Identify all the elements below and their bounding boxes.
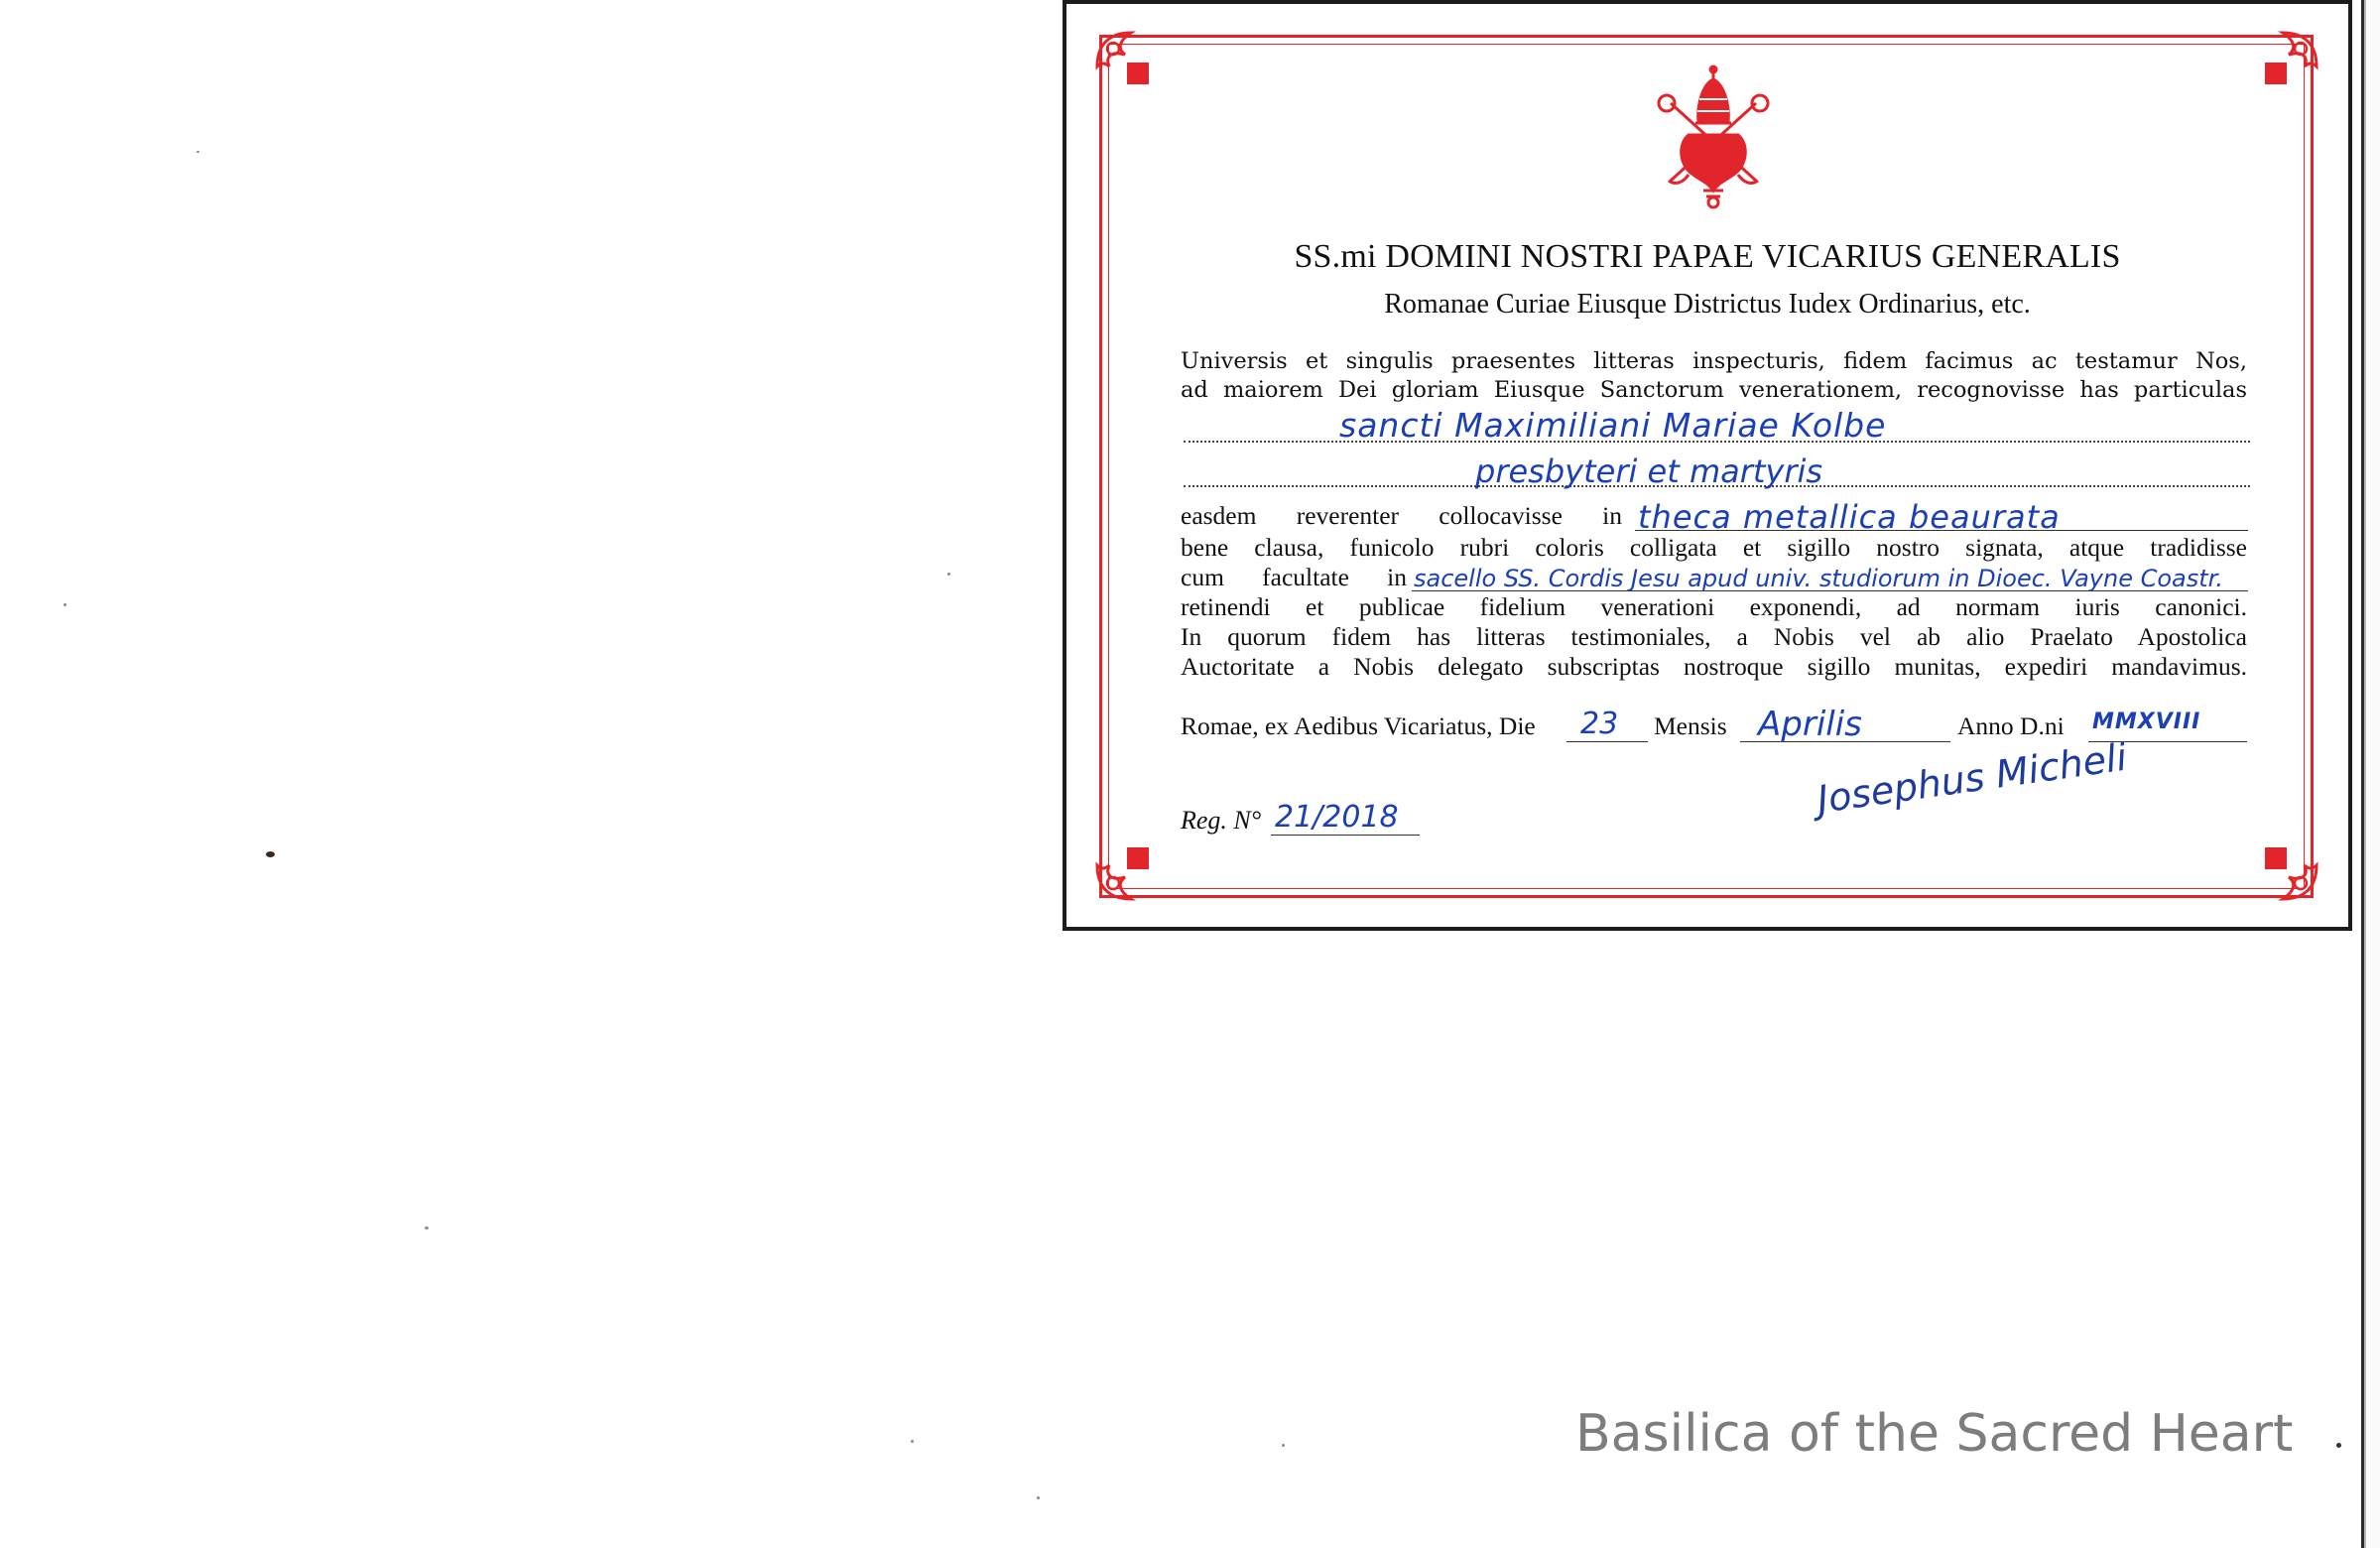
edge-shadow xyxy=(2364,0,2366,1548)
scan-speck xyxy=(1037,1496,1040,1499)
date-day-handwritten: 23 xyxy=(1580,707,1619,741)
corner-ornament-icon xyxy=(2237,820,2322,905)
reg-number-handwritten: 21/2018 xyxy=(1275,800,1399,835)
date-prefix: Romae, ex Aedibus Vicariatus, Die xyxy=(1181,711,1536,740)
caption-dot xyxy=(2336,1443,2341,1448)
reg-line xyxy=(1271,835,1420,836)
scan-speck xyxy=(947,573,950,576)
certificate-heading: SS.mi DOMINI NOSTRI PAPAE VICARIUS GENERALIS xyxy=(1294,238,2121,275)
scan-speck xyxy=(196,151,199,153)
scan-speck xyxy=(63,603,66,606)
date-month-handwritten: Aprilis xyxy=(1758,705,1862,744)
body-line: Auctoritate a Nobis delegato subscriptas nostroque sigillo munitas, expediri mandavimus. xyxy=(1181,652,2247,681)
date-year-handwritten: MMXVIII xyxy=(2092,710,2201,734)
reg-label: Reg. N° xyxy=(1181,806,1262,835)
day-line xyxy=(1566,741,1648,742)
body-easdem: easdem reverenter collocavisse in xyxy=(1181,501,1622,530)
certificate-subheading: Romanae Curiae Eiusque Districtus Iudex Ordinarius, etc. xyxy=(1384,289,2031,320)
relic-certificate xyxy=(1063,0,2352,931)
year-label: Anno D.ni xyxy=(1957,711,2065,740)
image-caption: Basilica of the Sacred Heart xyxy=(1575,1404,2294,1464)
chapel-handwritten: sacello SS. Cordis Jesu apud univ. studiorum in Dioec. Vayne Coastr. xyxy=(1414,565,2223,592)
scan-page-edge xyxy=(2359,0,2380,1548)
scan-speck xyxy=(1282,1444,1285,1447)
signature-handwritten: Josephus Micheli xyxy=(1814,734,2130,822)
corner-ornament-icon xyxy=(1091,27,1177,112)
corner-ornament-icon xyxy=(1091,820,1177,905)
scan-speck xyxy=(266,851,275,857)
corner-ornament-icon xyxy=(2237,27,2322,112)
reliquary-handwritten: theca metallica beaurata xyxy=(1638,498,2061,536)
intro-line: Universis et singulis praesentes litteras inspecturis, fidem facimus ac testamur Nos, xyxy=(1181,348,2247,374)
body-cum: cum facultate in xyxy=(1181,563,1407,591)
body-line: retinendi et publicae fidelium venerationi exponendi, ad normam iuris canonici. xyxy=(1181,592,2247,621)
scan-speck xyxy=(911,1440,914,1443)
relic-name-handwritten: sancti Maximiliani Mariae Kolbe xyxy=(1339,406,1887,445)
body-line: In quorum fidem has litteras testimoniales, a Nobis vel ab alio Praelato Apostolica xyxy=(1181,622,2247,651)
intro-line: ad maiorem Dei gloriam Eiusque Sanctorum venerationem, recognovisse has particulas xyxy=(1181,377,2247,403)
papal-coat-of-arms-icon xyxy=(1649,64,1778,212)
month-label: Mensis xyxy=(1654,711,1727,740)
scan-speck xyxy=(425,1226,429,1229)
relic-title-handwritten: presbyteri et martyris xyxy=(1475,452,1823,490)
body-line: bene clausa, funicolo rubri coloris colligata et sigillo nostro signata, atque tradidisse xyxy=(1181,533,2247,562)
